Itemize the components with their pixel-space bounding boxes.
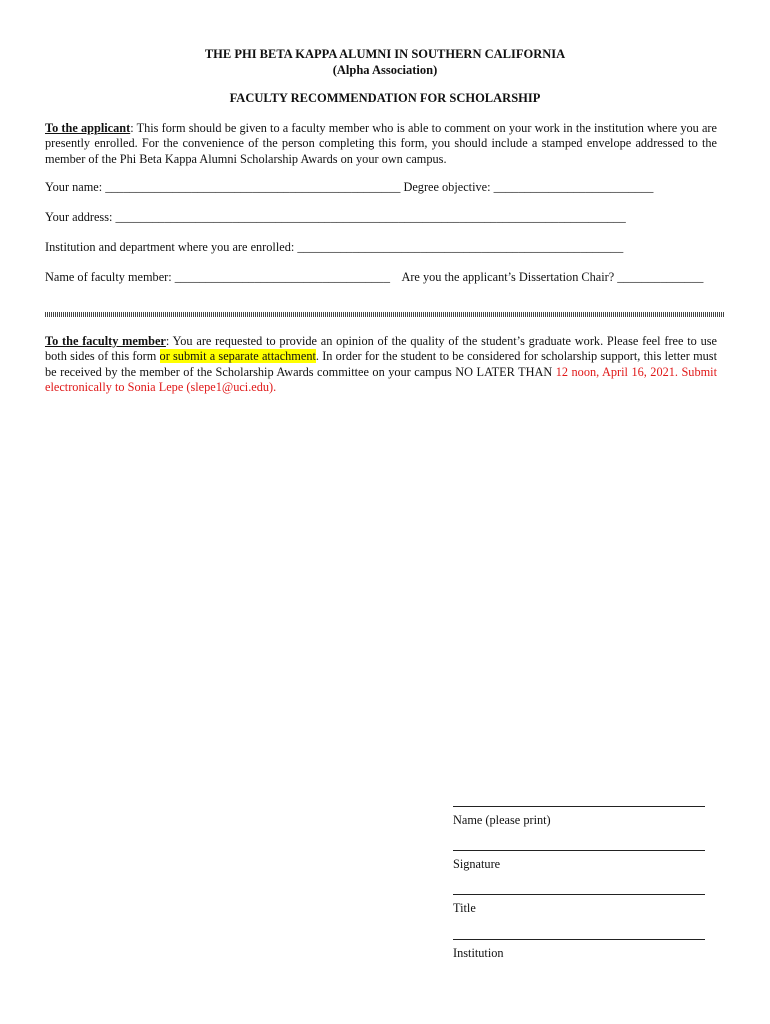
- institution-field-row: [45, 240, 623, 255]
- title-label: Title: [453, 901, 476, 915]
- name-label: Your name:: [45, 180, 103, 194]
- address-field-row: [45, 210, 626, 225]
- form-title: FACULTY RECOMMENDATION FOR SCHOLARSHIP: [229, 91, 541, 105]
- address-field[interactable]: ___________________________________________________________________________________: [115, 210, 626, 224]
- faculty-name-field[interactable]: ___________________________________: [174, 270, 390, 284]
- dissertation-chair-label: Are you the applicant’s Dissertation Chair?: [401, 270, 615, 284]
- name-print-label: Name (please print): [453, 813, 551, 827]
- institution-field[interactable]: _____________________________________________________: [297, 240, 624, 254]
- title-line[interactable]: [453, 894, 705, 895]
- institution-sig-label: Institution: [453, 946, 504, 960]
- faculty-text-2: . In order for the student to be considered for scholarship support, this letter must be received by the member of the Scholarship Awards committee on your campus NO LATER THAN: [45, 349, 717, 379]
- name-field[interactable]: ________________________________________________: [105, 180, 401, 194]
- institution-line[interactable]: [453, 939, 705, 940]
- section-divider: [45, 312, 725, 317]
- faculty-text-1: : You are requested to provide an opinion of the quality of the student’s graduate work. Please feel free to use both sides of this form: [45, 334, 717, 364]
- attachment-highlight: or submit a separate attachment: [159, 349, 316, 364]
- name-print-line[interactable]: [453, 806, 705, 807]
- faculty-name-label: Name of faculty member:: [45, 270, 172, 284]
- degree-field[interactable]: __________________________: [493, 180, 654, 194]
- faculty-instructions: [45, 334, 717, 396]
- faculty-field-row: [45, 270, 703, 285]
- address-label: Your address:: [45, 210, 113, 224]
- faculty-lead: To the faculty member: [45, 334, 166, 348]
- org-subtitle: (Alpha Association): [332, 63, 438, 77]
- dissertation-chair-field[interactable]: ______________: [617, 270, 704, 284]
- signature-name-block: [453, 806, 705, 828]
- name-field-row: [45, 180, 653, 195]
- signature-title-block: [453, 894, 705, 916]
- deadline-text: 12 noon, April 16, 2021. Submit electronically to Sonia Lepe (slepe1@uci.edu).: [45, 364, 718, 395]
- institution-label: Institution and department where you are enrolled:: [45, 240, 295, 254]
- applicant-lead: To the applicant: [45, 121, 131, 135]
- signature-label: Signature: [453, 857, 501, 871]
- signature-line[interactable]: [453, 850, 705, 851]
- applicant-text: : This form should be given to a faculty member who is able to comment on your work in the institution where you are presently enrolled. For the convenience of the person completing this form, you should include a stamped envelope addressed to the member of the Phi Beta Kappa Alumni Scholarship Awards on your own campus.: [45, 121, 717, 166]
- signature-institution-block: [453, 939, 705, 961]
- applicant-instructions: [45, 121, 717, 167]
- degree-label: Degree objective:: [403, 180, 491, 194]
- org-title: THE PHI BETA KAPPA ALUMNI IN SOUTHERN CALIFORNIA: [204, 47, 566, 61]
- signature-block: [453, 850, 705, 872]
